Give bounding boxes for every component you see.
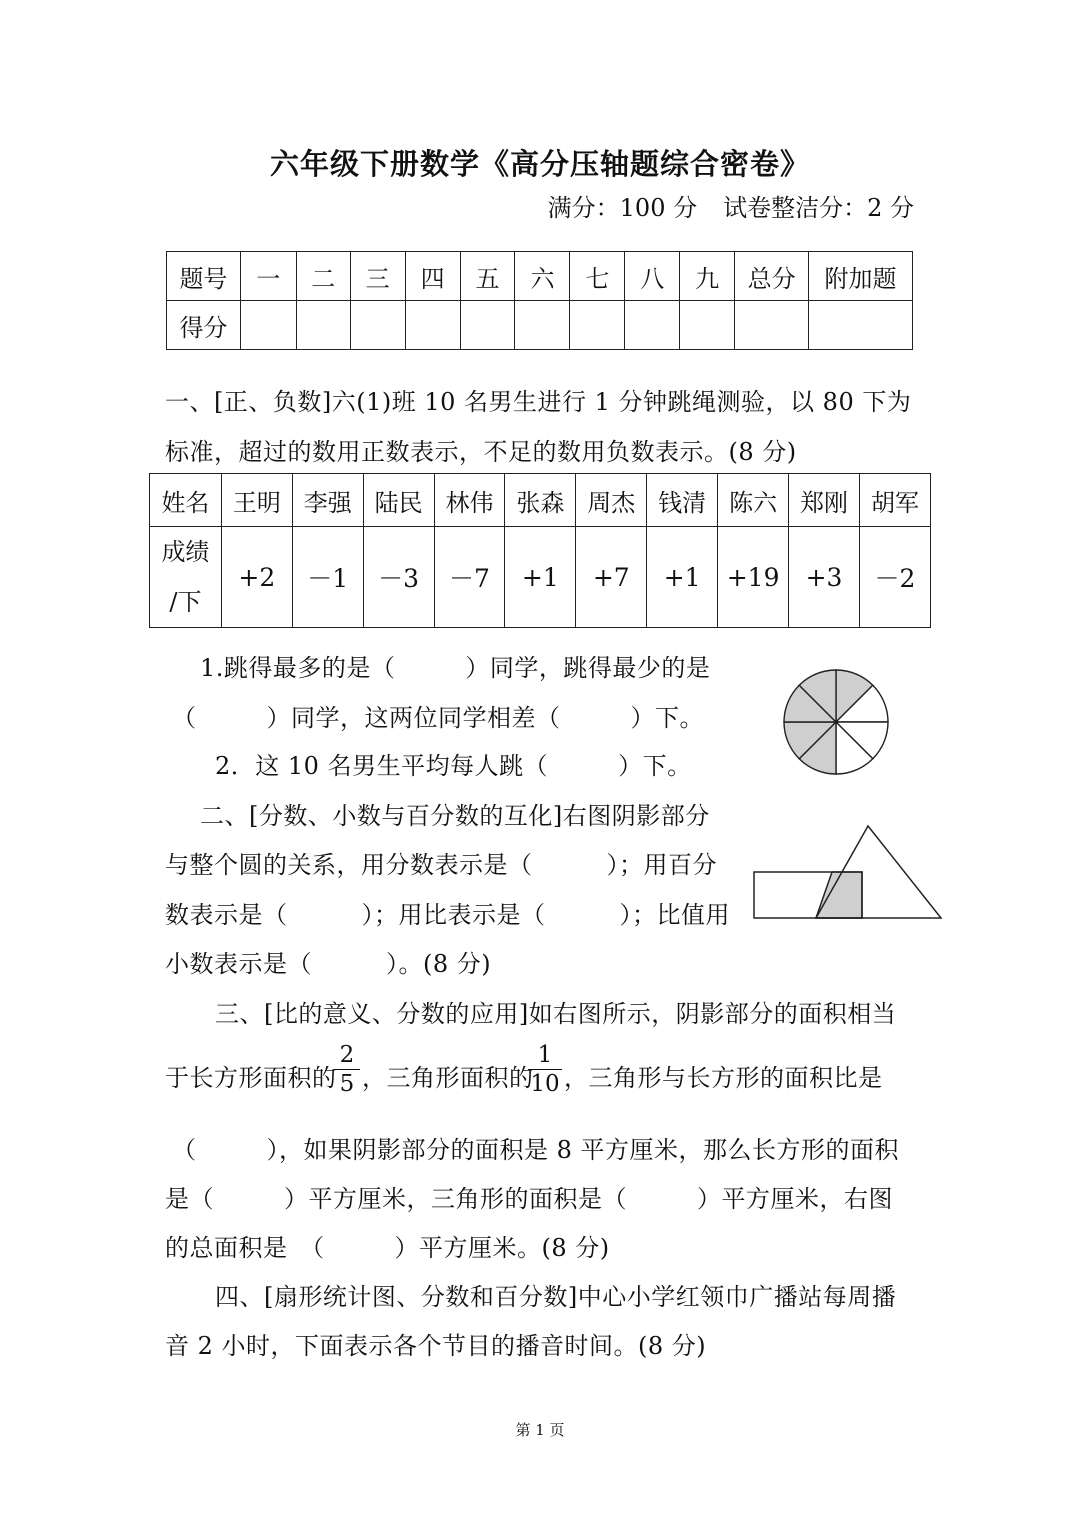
jump-rope-table	[149, 473, 931, 628]
student-score: +19	[718, 527, 789, 628]
score-header-cell: 三	[350, 252, 405, 301]
rectangle-triangle-figure	[750, 822, 946, 924]
q3-text: 的总面积是 （	[165, 1234, 325, 1262]
score-header	[150, 527, 222, 628]
student-score: －1	[292, 527, 363, 628]
q2-text: 数表示是（	[165, 901, 288, 929]
clean-score: 试卷整洁分：2 分	[723, 194, 914, 222]
q1-sub1-line-1	[200, 648, 710, 683]
q2-text: ）；用百分	[606, 851, 717, 879]
score-header-cell: 二	[296, 252, 350, 301]
fraction-two-fifths	[334, 1042, 360, 1097]
q1-line-1: 一、[正、负数]六(1)班 10 名男生进行 1 分钟跳绳测验，以 80 下为	[165, 388, 912, 416]
student-score: －2	[859, 527, 930, 628]
score-cell[interactable]	[625, 301, 680, 350]
score-table	[166, 251, 913, 350]
shaded-overlap	[816, 872, 862, 918]
student-score: +1	[505, 527, 576, 628]
score-header-cell: 四	[405, 252, 460, 301]
q1-sub2-text: ）下。	[618, 752, 692, 780]
score-cell[interactable]	[350, 301, 405, 350]
student-name: 陈六	[718, 474, 789, 527]
fraction-numerator: 1	[537, 1042, 553, 1068]
score-header-cell: 一	[240, 252, 296, 301]
student-name: 王明	[221, 474, 292, 527]
q1-sub1-text: 1.跳得最多的是（	[200, 654, 396, 682]
q2-text: ）；比值用	[619, 901, 730, 929]
score-cell[interactable]	[240, 301, 296, 350]
fraction-bar	[334, 1069, 360, 1070]
q3-line-5	[165, 1228, 610, 1263]
q3-line-4	[165, 1179, 893, 1214]
score-row-label: 得分	[167, 301, 241, 350]
q3-text: ）平方厘米。(8 分)	[394, 1234, 610, 1262]
q2-line-2	[165, 845, 717, 880]
score-header-cell: 五	[460, 252, 515, 301]
q3-text: ），如果阴影部分的面积是 8 平方厘米，那么长方形的面积	[266, 1136, 900, 1164]
student-name: 郑刚	[789, 474, 860, 527]
q4-line-1: 四、[扇形统计图、分数和百分数]中心小学红领巾广播站每周播	[215, 1283, 897, 1311]
q1-sub1-text: ）同学，跳得最少的是	[465, 654, 711, 682]
q2-line-4	[165, 944, 491, 979]
student-name: 周杰	[576, 474, 647, 527]
score-header-cell: 八	[625, 252, 680, 301]
score-header-cell: 附加题	[809, 252, 913, 301]
fraction-numerator: 2	[339, 1042, 355, 1068]
q2-line-1: 二、[分数、小数与百分数的互化]右图阴影部分	[200, 802, 710, 830]
fraction-one-tenth	[528, 1042, 562, 1097]
jump-name-row	[150, 474, 931, 527]
student-score: +7	[576, 527, 647, 628]
score-cell[interactable]	[809, 301, 913, 350]
q1-sub1-text: ）下。	[630, 704, 704, 732]
score-table-header-row	[167, 252, 913, 301]
score-header-cell: 总分	[735, 252, 809, 301]
q3-line-1: 三、[比的意义、分数的应用]如右图所示，阴影部分的面积相当	[215, 1000, 897, 1028]
student-score: －7	[434, 527, 505, 628]
student-name: 钱清	[647, 474, 718, 527]
score-header-cell: 六	[515, 252, 570, 301]
jump-score-row	[150, 527, 931, 628]
score-cell[interactable]	[570, 301, 625, 350]
score-header-cell: 题号	[167, 252, 241, 301]
student-score: +2	[221, 527, 292, 628]
q1-line-2: 标准，超过的数用正数表示，不足的数用负数表示。(8 分)	[165, 438, 797, 466]
score-cell[interactable]	[515, 301, 570, 350]
fraction-denominator: 5	[339, 1071, 355, 1097]
fraction-bar	[528, 1069, 562, 1070]
q2-text: ）；用比表示是（	[361, 901, 546, 929]
score-header-cell: 九	[680, 252, 735, 301]
student-name: 李强	[292, 474, 363, 527]
q2-text: ）。(8 分)	[386, 950, 492, 978]
q1-sub1-text: （	[172, 704, 197, 732]
q1-sub2-line	[215, 746, 692, 781]
full-score: 满分：100 分	[547, 194, 698, 222]
page-title: 六年级下册数学《高分压轴题综合密卷》	[269, 147, 810, 181]
student-score: －3	[363, 527, 434, 628]
student-name: 林伟	[434, 474, 505, 527]
score-header-line-2: /下	[169, 588, 202, 616]
score-cell[interactable]	[460, 301, 515, 350]
score-cell[interactable]	[296, 301, 350, 350]
shaded-circle-figure	[778, 664, 894, 780]
q3-text: ）平方厘米，右图	[697, 1185, 893, 1213]
q3-line-2a: 于长方形面积的	[165, 1064, 337, 1092]
q3-text: ）平方厘米，三角形的面积是（	[284, 1185, 627, 1213]
q4-line-2: 音 2 小时，下面表示各个节目的播音时间。(8 分)	[165, 1332, 707, 1360]
q3-line-3	[172, 1130, 899, 1165]
score-cell[interactable]	[405, 301, 460, 350]
q3-line-2c: ，三角形与长方形的面积比是	[564, 1064, 883, 1092]
q2-text: 小数表示是（	[165, 950, 312, 978]
q2-text: 与整个圆的关系，用分数表示是（	[165, 851, 533, 879]
student-name: 张森	[505, 474, 576, 527]
student-score: +1	[647, 527, 718, 628]
score-header-cell: 七	[570, 252, 625, 301]
q3-line-2b: ，三角形面积的	[362, 1064, 534, 1092]
student-name: 陆民	[363, 474, 434, 527]
q3-text: 是（	[165, 1185, 214, 1213]
q1-sub1-line-2	[172, 698, 704, 733]
q3-text: （	[172, 1136, 197, 1164]
score-cell[interactable]	[680, 301, 735, 350]
student-score: +3	[789, 527, 860, 628]
score-cell[interactable]	[735, 301, 809, 350]
q1-sub2-text: 2．这 10 名男生平均每人跳（	[215, 752, 549, 780]
page-number: 第 1 页	[515, 1421, 565, 1439]
score-header-line-1: 成绩	[161, 538, 210, 566]
q1-sub1-text: ）同学，这两位同学相差（	[266, 704, 561, 732]
score-table-score-row	[167, 301, 913, 350]
q2-line-3	[165, 895, 730, 930]
fraction-denominator: 10	[530, 1071, 560, 1097]
name-header: 姓名	[150, 474, 222, 527]
student-name: 胡军	[859, 474, 930, 527]
exam-score-info	[548, 188, 914, 223]
